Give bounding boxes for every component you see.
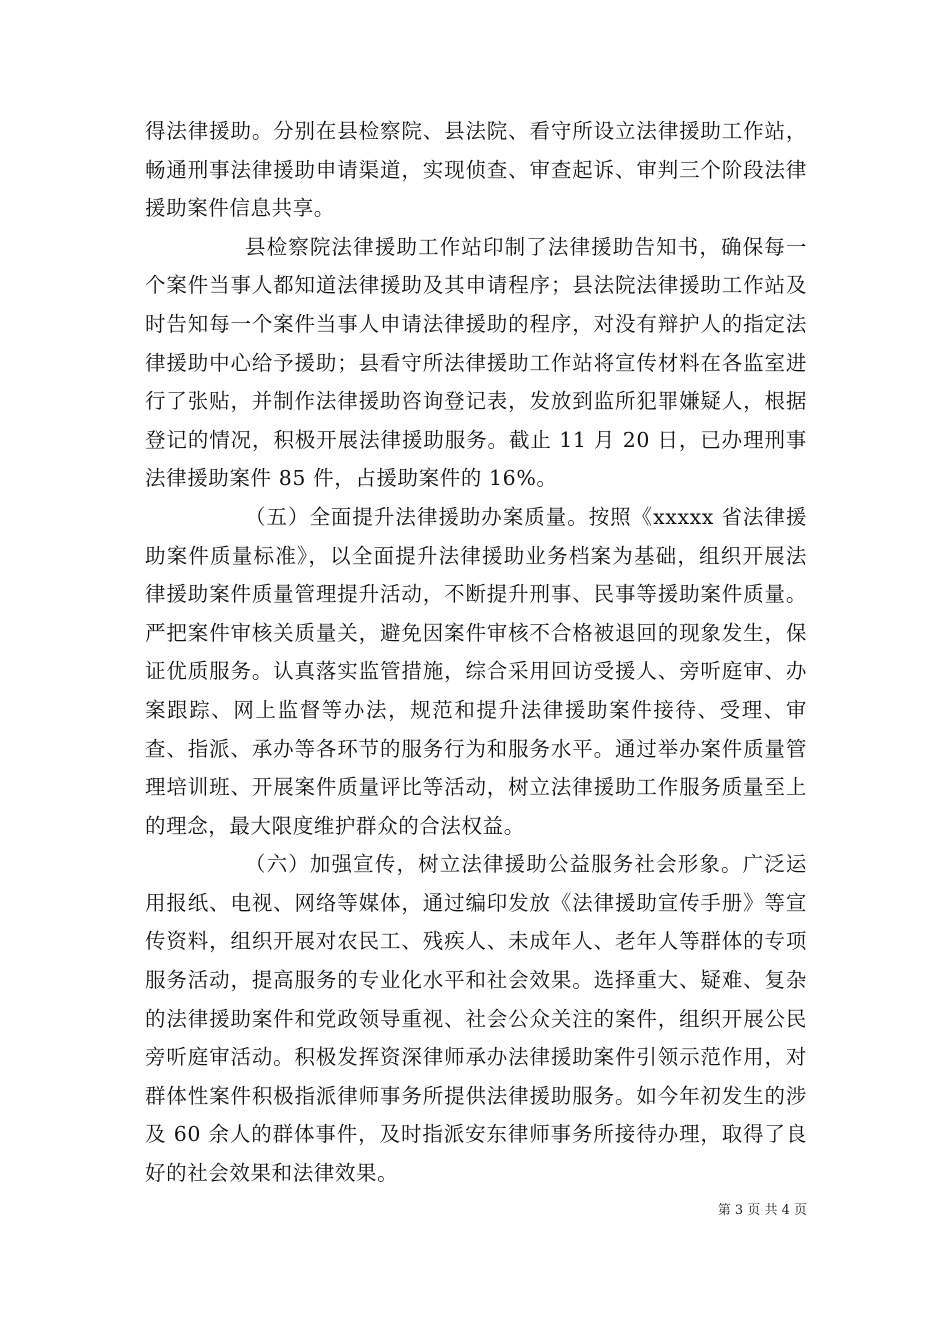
document-body bbox=[145, 112, 807, 1193]
paragraph-4-section-six: （六）加强宣传，树立法律援助公益服务社会形象。广泛运用报纸、电视、网络等媒体，通过编印发放《法律援助宣传手册》等宣传资料，组织开展对农民工、残疾人、未成年人、老年人等群体的专项服务活动，提高服务的专业化水平和社会效果。选择重大、疑难、复杂的法律援助案件和党政领导重视、社会公众关注的案件，组织开展公民旁听庭审活动。积极发挥资深律师承办法律援助案件引领示范作用，对群体性案件积极指派律师事务所提供法律援助服务。如今年初发生的涉及 60 余人的群体事件，及时指派安东律师事务所接待办理，取得了良好的社会效果和法律效果。 bbox=[145, 852, 807, 1186]
paragraph-3-section-five: （五）全面提升法律援助办案质量。按照《xxxxx 省法律援助案件质量标准》，以全面提升法律援助业务档案为基础，组织开展法律援助案件质量管理提升活动，不断提升刑事、民事等援助案件质量。严把案件审核关质量关，避免因案件审核不合格被退回的现象发生，保证优质服务。认真落实监管措施，综合采用回访受援人、旁听庭审、办案跟踪、网上监督等办法，规范和提升法律援助案件接待、受理、审查、指派、承办等各环节的服务行为和服务水平。通过举办案件质量管理培训班、开展案件质量评比等活动，树立法律援助工作服务质量至上的理念，最大限度维护群众的合法权益。 bbox=[145, 504, 807, 838]
paragraph-2: 县检察院法律援助工作站印制了法律援助告知书，确保每一个案件当事人都知道法律援助及其申请程序；县法院法律援助工作站及时告知每一个案件当事人申请法律援助的程序，对没有辩护人的指定法律援助中心给予援助；县看守所法律援助工作站将宣传材料在各监室进行了张贴，并制作法律援助咨询登记表，发放到监所犯罪嫌疑人，根据登记的情况，积极开展法律援助服务。截止 11 月 20 日，已办理刑事法律援助案件 85 件，占援助案件的 16%。 bbox=[145, 234, 807, 491]
paragraph-1: 得法律援助。分别在县检察院、县法院、看守所设立法律援助工作站，畅通刑事法律援助申请渠道，实现侦查、审查起诉、审判三个阶段法律援助案件信息共享。 bbox=[145, 119, 807, 221]
page-number-footer: 第 3 页 共 4 页 bbox=[717, 1203, 807, 1218]
